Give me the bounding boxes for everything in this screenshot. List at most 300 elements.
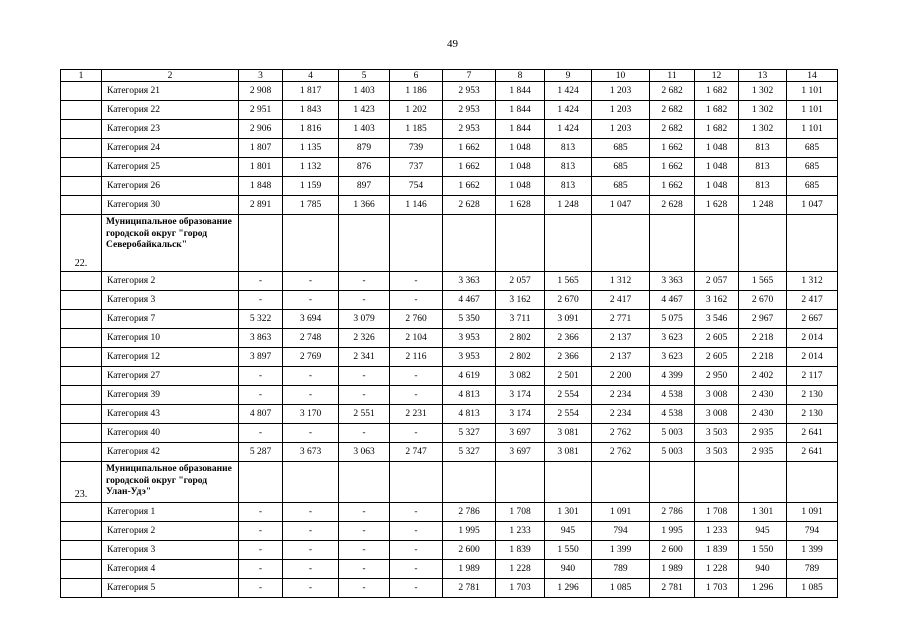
value-cell: - <box>283 541 339 560</box>
value-cell: 1 989 <box>443 560 496 579</box>
value-cell: 2 760 <box>390 310 443 329</box>
value-cell: 1 091 <box>787 503 838 522</box>
value-cell: 1 048 <box>496 158 545 177</box>
value-cell: - <box>390 503 443 522</box>
value-cell: 1 403 <box>339 82 390 101</box>
table-row <box>61 101 838 120</box>
value-cell: 2 605 <box>695 348 739 367</box>
value-cell: 2 554 <box>545 405 592 424</box>
value-cell: 4 538 <box>650 386 695 405</box>
municipality-row <box>61 462 838 503</box>
table-row <box>61 579 838 598</box>
value-cell: 4 467 <box>443 291 496 310</box>
value-cell: 1 424 <box>545 101 592 120</box>
value-cell: 685 <box>592 177 650 196</box>
value-cell: 2 908 <box>239 82 283 101</box>
value-cell: 2 551 <box>339 405 390 424</box>
row-number-cell <box>61 541 102 560</box>
table-row <box>61 560 838 579</box>
value-cell: - <box>283 503 339 522</box>
empty-cell <box>650 462 695 503</box>
column-header-9: 9 <box>545 70 592 82</box>
empty-cell <box>239 215 283 272</box>
value-cell: - <box>339 272 390 291</box>
value-cell: 1 146 <box>390 196 443 215</box>
value-cell: 945 <box>545 522 592 541</box>
value-cell: 2 366 <box>545 329 592 348</box>
row-number-cell <box>61 329 102 348</box>
value-cell: 2 116 <box>390 348 443 367</box>
column-header-14: 14 <box>787 70 838 82</box>
value-cell: 3 174 <box>496 405 545 424</box>
value-cell: 1 662 <box>650 177 695 196</box>
value-cell: 5 003 <box>650 424 695 443</box>
value-cell: 1 682 <box>695 82 739 101</box>
value-cell: 3 711 <box>496 310 545 329</box>
value-cell: 2 802 <box>496 348 545 367</box>
value-cell: 1 301 <box>739 503 787 522</box>
value-cell: - <box>390 291 443 310</box>
value-cell: 1 048 <box>695 177 739 196</box>
value-cell: 5 003 <box>650 443 695 462</box>
value-cell: - <box>283 424 339 443</box>
value-cell: 4 399 <box>650 367 695 386</box>
empty-cell <box>283 462 339 503</box>
value-cell: 1 989 <box>650 560 695 579</box>
column-header-7: 7 <box>443 70 496 82</box>
value-cell: 3 170 <box>283 405 339 424</box>
value-cell: 3 503 <box>695 424 739 443</box>
value-cell: 1 399 <box>592 541 650 560</box>
value-cell: 2 234 <box>592 405 650 424</box>
value-cell: 2 682 <box>650 120 695 139</box>
value-cell: 2 771 <box>592 310 650 329</box>
value-cell: 2 953 <box>443 101 496 120</box>
row-number-cell <box>61 196 102 215</box>
value-cell: - <box>283 386 339 405</box>
municipality-number: 22. <box>61 215 102 272</box>
value-cell: 813 <box>545 158 592 177</box>
value-cell: 1 202 <box>390 101 443 120</box>
value-cell: - <box>339 522 390 541</box>
value-cell: 1 048 <box>496 139 545 158</box>
value-cell: 1 844 <box>496 120 545 139</box>
value-cell: 2 667 <box>787 310 838 329</box>
value-cell: 2 218 <box>739 348 787 367</box>
value-cell: 2 953 <box>443 120 496 139</box>
value-cell: - <box>339 541 390 560</box>
table-row <box>61 522 838 541</box>
value-cell: 1 312 <box>592 272 650 291</box>
value-cell: 3 363 <box>443 272 496 291</box>
column-header-4: 4 <box>283 70 339 82</box>
empty-cell <box>496 215 545 272</box>
category-label: Категория 25 <box>102 158 239 177</box>
value-cell: 2 935 <box>739 443 787 462</box>
value-cell: 1 048 <box>496 177 545 196</box>
value-cell: 1 101 <box>787 120 838 139</box>
value-cell: 3 079 <box>339 310 390 329</box>
value-cell: 1 248 <box>739 196 787 215</box>
value-cell: 739 <box>390 139 443 158</box>
value-cell: 1 682 <box>695 101 739 120</box>
value-cell: 3 623 <box>650 329 695 348</box>
value-cell: 813 <box>739 177 787 196</box>
value-cell: 1 366 <box>339 196 390 215</box>
empty-cell <box>390 462 443 503</box>
row-number-cell <box>61 503 102 522</box>
category-label: Категория 12 <box>102 348 239 367</box>
value-cell: 2 748 <box>283 329 339 348</box>
value-cell: 2 554 <box>545 386 592 405</box>
value-cell: 754 <box>390 177 443 196</box>
value-cell: 1 203 <box>592 101 650 120</box>
row-number-cell <box>61 522 102 541</box>
row-number-cell <box>61 579 102 598</box>
value-cell: 2 762 <box>592 443 650 462</box>
table-row <box>61 310 838 329</box>
value-cell: - <box>339 291 390 310</box>
row-number-cell <box>61 405 102 424</box>
value-cell: 2 430 <box>739 405 787 424</box>
value-cell: 2 218 <box>739 329 787 348</box>
value-cell: 3 174 <box>496 386 545 405</box>
value-cell: 1 817 <box>283 82 339 101</box>
value-cell: 1 203 <box>592 120 650 139</box>
column-header-11: 11 <box>650 70 695 82</box>
value-cell: 1 302 <box>739 120 787 139</box>
value-cell: 813 <box>545 177 592 196</box>
value-cell: 1 662 <box>650 139 695 158</box>
empty-cell <box>239 462 283 503</box>
value-cell: 3 953 <box>443 329 496 348</box>
empty-cell <box>390 215 443 272</box>
row-number-cell <box>61 424 102 443</box>
value-cell: 1 085 <box>787 579 838 598</box>
category-label: Категория 23 <box>102 120 239 139</box>
empty-cell <box>695 462 739 503</box>
category-label: Категория 1 <box>102 503 239 522</box>
value-cell: 1 703 <box>496 579 545 598</box>
value-cell: - <box>283 291 339 310</box>
value-cell: 2 117 <box>787 367 838 386</box>
table-row <box>61 424 838 443</box>
empty-cell <box>545 215 592 272</box>
value-cell: 2 057 <box>695 272 739 291</box>
value-cell: 3 063 <box>339 443 390 462</box>
value-cell: 2 891 <box>239 196 283 215</box>
table-row <box>61 348 838 367</box>
value-cell: - <box>339 503 390 522</box>
row-number-cell <box>61 348 102 367</box>
category-label: Категория 2 <box>102 522 239 541</box>
value-cell: 685 <box>592 158 650 177</box>
value-cell: 1 550 <box>545 541 592 560</box>
value-cell: 2 950 <box>695 367 739 386</box>
value-cell: 2 600 <box>443 541 496 560</box>
table-row <box>61 541 838 560</box>
value-cell: - <box>339 579 390 598</box>
value-cell: - <box>239 424 283 443</box>
value-cell: 3 008 <box>695 405 739 424</box>
value-cell: - <box>339 386 390 405</box>
empty-cell <box>545 462 592 503</box>
value-cell: - <box>239 541 283 560</box>
value-cell: 2 786 <box>443 503 496 522</box>
value-cell: 789 <box>787 560 838 579</box>
value-cell: 1 048 <box>695 139 739 158</box>
value-cell: 1 703 <box>695 579 739 598</box>
value-cell: 1 662 <box>650 158 695 177</box>
municipality-name: Муниципальное образование городской округ "город Улан-Удэ" <box>102 462 239 503</box>
value-cell: 685 <box>787 139 838 158</box>
value-cell: 1 048 <box>695 158 739 177</box>
value-cell: 2 781 <box>443 579 496 598</box>
table-row <box>61 196 838 215</box>
row-number-cell <box>61 139 102 158</box>
category-label: Категория 10 <box>102 329 239 348</box>
category-label: Категория 4 <box>102 560 239 579</box>
value-cell: 1 101 <box>787 82 838 101</box>
column-header-12: 12 <box>695 70 739 82</box>
value-cell: 1 203 <box>592 82 650 101</box>
value-cell: 2 417 <box>592 291 650 310</box>
value-cell: 3 694 <box>283 310 339 329</box>
category-label: Категория 26 <box>102 177 239 196</box>
empty-cell <box>695 215 739 272</box>
value-cell: 2 670 <box>739 291 787 310</box>
value-cell: 2 014 <box>787 348 838 367</box>
row-number-cell <box>61 82 102 101</box>
value-cell: 2 137 <box>592 329 650 348</box>
category-label: Категория 30 <box>102 196 239 215</box>
value-cell: 2 747 <box>390 443 443 462</box>
value-cell: 1 662 <box>443 158 496 177</box>
value-cell: 2 430 <box>739 386 787 405</box>
value-cell: 2 200 <box>592 367 650 386</box>
value-cell: 5 327 <box>443 443 496 462</box>
value-cell: 3 697 <box>496 424 545 443</box>
row-number-cell <box>61 443 102 462</box>
category-label: Категория 21 <box>102 82 239 101</box>
value-cell: 1 047 <box>592 196 650 215</box>
value-cell: - <box>390 386 443 405</box>
value-cell: 2 341 <box>339 348 390 367</box>
column-header-1: 1 <box>61 70 102 82</box>
empty-cell <box>283 215 339 272</box>
category-label: Категория 2 <box>102 272 239 291</box>
value-cell: - <box>390 522 443 541</box>
category-label: Категория 42 <box>102 443 239 462</box>
value-cell: 1 807 <box>239 139 283 158</box>
category-label: Категория 39 <box>102 386 239 405</box>
value-cell: 813 <box>739 139 787 158</box>
value-cell: 1 801 <box>239 158 283 177</box>
column-number-header <box>61 70 838 82</box>
value-cell: 2 130 <box>787 386 838 405</box>
value-cell: - <box>339 367 390 386</box>
table-row <box>61 329 838 348</box>
value-cell: - <box>390 579 443 598</box>
column-header-10: 10 <box>592 70 650 82</box>
empty-cell <box>443 215 496 272</box>
municipality-number: 23. <box>61 462 102 503</box>
value-cell: 1 816 <box>283 120 339 139</box>
row-number-cell <box>61 310 102 329</box>
value-cell: 2 769 <box>283 348 339 367</box>
empty-cell <box>339 215 390 272</box>
value-cell: 2 781 <box>650 579 695 598</box>
value-cell: 2 802 <box>496 329 545 348</box>
value-cell: - <box>239 503 283 522</box>
value-cell: - <box>283 522 339 541</box>
value-cell: - <box>239 522 283 541</box>
value-cell: 813 <box>739 158 787 177</box>
value-cell: 940 <box>545 560 592 579</box>
value-cell: 5 322 <box>239 310 283 329</box>
value-cell: - <box>390 424 443 443</box>
value-cell: 1 301 <box>545 503 592 522</box>
row-number-cell <box>61 367 102 386</box>
row-number-cell <box>61 177 102 196</box>
value-cell: 1 785 <box>283 196 339 215</box>
value-cell: - <box>239 291 283 310</box>
row-number-cell <box>61 272 102 291</box>
value-cell: 2 628 <box>650 196 695 215</box>
value-cell: 3 673 <box>283 443 339 462</box>
value-cell: 897 <box>339 177 390 196</box>
value-cell: 1 312 <box>787 272 838 291</box>
value-cell: 1 403 <box>339 120 390 139</box>
value-cell: 794 <box>787 522 838 541</box>
value-cell: 1 135 <box>283 139 339 158</box>
value-cell: 1 047 <box>787 196 838 215</box>
table-row <box>61 503 838 522</box>
column-header-5: 5 <box>339 70 390 82</box>
category-label: Категория 5 <box>102 579 239 598</box>
value-cell: 5 075 <box>650 310 695 329</box>
value-cell: 5 327 <box>443 424 496 443</box>
value-cell: 2 682 <box>650 101 695 120</box>
row-number-cell <box>61 101 102 120</box>
value-cell: 1 628 <box>496 196 545 215</box>
table-row <box>61 82 838 101</box>
value-cell: - <box>283 367 339 386</box>
value-cell: 1 186 <box>390 82 443 101</box>
empty-cell <box>592 462 650 503</box>
value-cell: 2 762 <box>592 424 650 443</box>
value-cell: 1 848 <box>239 177 283 196</box>
column-header-13: 13 <box>739 70 787 82</box>
value-cell: 1 302 <box>739 82 787 101</box>
value-cell: 4 807 <box>239 405 283 424</box>
value-cell: - <box>390 560 443 579</box>
table-row <box>61 405 838 424</box>
value-cell: 1 662 <box>443 177 496 196</box>
value-cell: 4 813 <box>443 386 496 405</box>
value-cell: 1 662 <box>443 139 496 158</box>
value-cell: 3 953 <box>443 348 496 367</box>
table-row <box>61 291 838 310</box>
value-cell: 685 <box>787 177 838 196</box>
value-cell: 2 231 <box>390 405 443 424</box>
row-number-cell <box>61 120 102 139</box>
value-cell: 3 697 <box>496 443 545 462</box>
value-cell: - <box>239 367 283 386</box>
value-cell: 2 951 <box>239 101 283 120</box>
value-cell: 2 628 <box>443 196 496 215</box>
value-cell: 685 <box>592 139 650 158</box>
table-row <box>61 386 838 405</box>
column-header-3: 3 <box>239 70 283 82</box>
value-cell: 1 995 <box>443 522 496 541</box>
table-row <box>61 367 838 386</box>
empty-cell <box>787 215 838 272</box>
value-cell: 3 546 <box>695 310 739 329</box>
value-cell: 879 <box>339 139 390 158</box>
empty-cell <box>739 462 787 503</box>
value-cell: 1 159 <box>283 177 339 196</box>
value-cell: 3 008 <box>695 386 739 405</box>
value-cell: 3 363 <box>650 272 695 291</box>
tariff-table <box>60 69 838 598</box>
value-cell: 4 619 <box>443 367 496 386</box>
municipality-name: Муниципальное образование городской округ "город Северобайкальск" <box>102 215 239 272</box>
value-cell: 3 623 <box>650 348 695 367</box>
value-cell: 5 350 <box>443 310 496 329</box>
page-number: 49 <box>447 38 458 50</box>
empty-cell <box>787 462 838 503</box>
value-cell: 1 424 <box>545 82 592 101</box>
value-cell: 1 628 <box>695 196 739 215</box>
value-cell: 4 813 <box>443 405 496 424</box>
value-cell: 1 233 <box>695 522 739 541</box>
value-cell: 1 302 <box>739 101 787 120</box>
value-cell: 1 682 <box>695 120 739 139</box>
value-cell: 3 081 <box>545 443 592 462</box>
value-cell: - <box>239 579 283 598</box>
category-label: Категория 22 <box>102 101 239 120</box>
value-cell: 789 <box>592 560 650 579</box>
value-cell: - <box>390 272 443 291</box>
value-cell: 2 402 <box>739 367 787 386</box>
category-label: Категория 27 <box>102 367 239 386</box>
municipality-row <box>61 215 838 272</box>
value-cell: 1 101 <box>787 101 838 120</box>
value-cell: 3 081 <box>545 424 592 443</box>
value-cell: 4 538 <box>650 405 695 424</box>
value-cell: - <box>239 272 283 291</box>
empty-cell <box>496 462 545 503</box>
value-cell: 2 600 <box>650 541 695 560</box>
value-cell: 1 185 <box>390 120 443 139</box>
row-number-cell <box>61 386 102 405</box>
category-label: Категория 43 <box>102 405 239 424</box>
value-cell: 2 417 <box>787 291 838 310</box>
value-cell: 2 682 <box>650 82 695 101</box>
value-cell: 1 248 <box>545 196 592 215</box>
value-cell: 1 228 <box>695 560 739 579</box>
value-cell: 3 091 <box>545 310 592 329</box>
value-cell: 2 234 <box>592 386 650 405</box>
value-cell: 2 953 <box>443 82 496 101</box>
value-cell: 2 104 <box>390 329 443 348</box>
column-header-8: 8 <box>496 70 545 82</box>
row-number-cell <box>61 291 102 310</box>
value-cell: 1 708 <box>496 503 545 522</box>
value-cell: 2 786 <box>650 503 695 522</box>
value-cell: 1 228 <box>496 560 545 579</box>
